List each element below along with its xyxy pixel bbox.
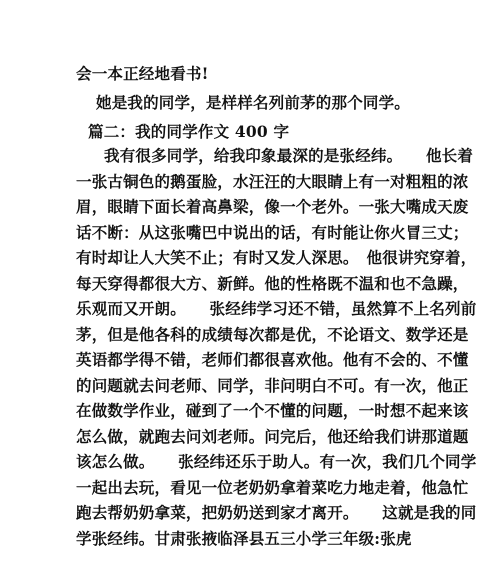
text-line: 英语都学得不错，老师们都很喜欢他。他有不会的、不懂 xyxy=(76,350,469,369)
text-line: 会一本正经地看书! xyxy=(76,64,209,83)
text-line: 一张古铜色的鹅蛋脸，水汪汪的大眼睛上有一对粗粗的浓 xyxy=(76,172,469,191)
text-line: 的问题就去问老师、同学，非问明白不可。有一次，他正 xyxy=(76,376,469,395)
text-line: 话不断：从这张嘴巴中说出的话，有时能让你火冒三丈； xyxy=(76,223,469,242)
text-line: 该怎么做。 张经纬还乐于助人。有一次，我们几个同学 xyxy=(76,452,477,471)
text-line: 每天穿得都很大方、新鲜。他的性格既不温和也不急躁， xyxy=(76,274,469,293)
text-line: 一起出去玩，看见一位老奶奶拿着菜吃力地走着，他急忙 xyxy=(76,478,469,497)
text-line: 乐观而又开朗。 张经纬学习还不错，虽然算不上名列前 xyxy=(76,299,477,318)
text-line: 学张经纬。甘肃张掖临泽县五三小学三年级:张虎 xyxy=(76,529,412,548)
text-line: 怎么做，就跑去问刘老师。问完后，他还给我们讲那道题 xyxy=(76,427,469,446)
text-line: 跑去帮奶奶拿菜，把奶奶送到家才离开。 这就是我的同 xyxy=(76,503,477,522)
text-line: 有时却让人大笑不止；有时又发人深思。 他很讲究穿着， xyxy=(76,248,477,267)
text-line: 茅，但是他各科的成绩每次都是优，不论语文、数学还是 xyxy=(76,325,469,344)
text-line: 眉，眼睛下面长着高鼻梁，像一个老外。一张大嘴成天废 xyxy=(76,197,469,216)
section-heading: 篇二：我的同学作文 400 字 xyxy=(88,122,290,141)
text-line: 她是我的同学，是样样名列前茅的那个同学。 xyxy=(96,93,411,112)
text-line: 在做数学作业，碰到了一个不懂的问题，一时想不起来该 xyxy=(76,401,469,420)
text-line: 我有很多同学，给我印象最深的是张经纬。 他长着 xyxy=(104,146,474,165)
